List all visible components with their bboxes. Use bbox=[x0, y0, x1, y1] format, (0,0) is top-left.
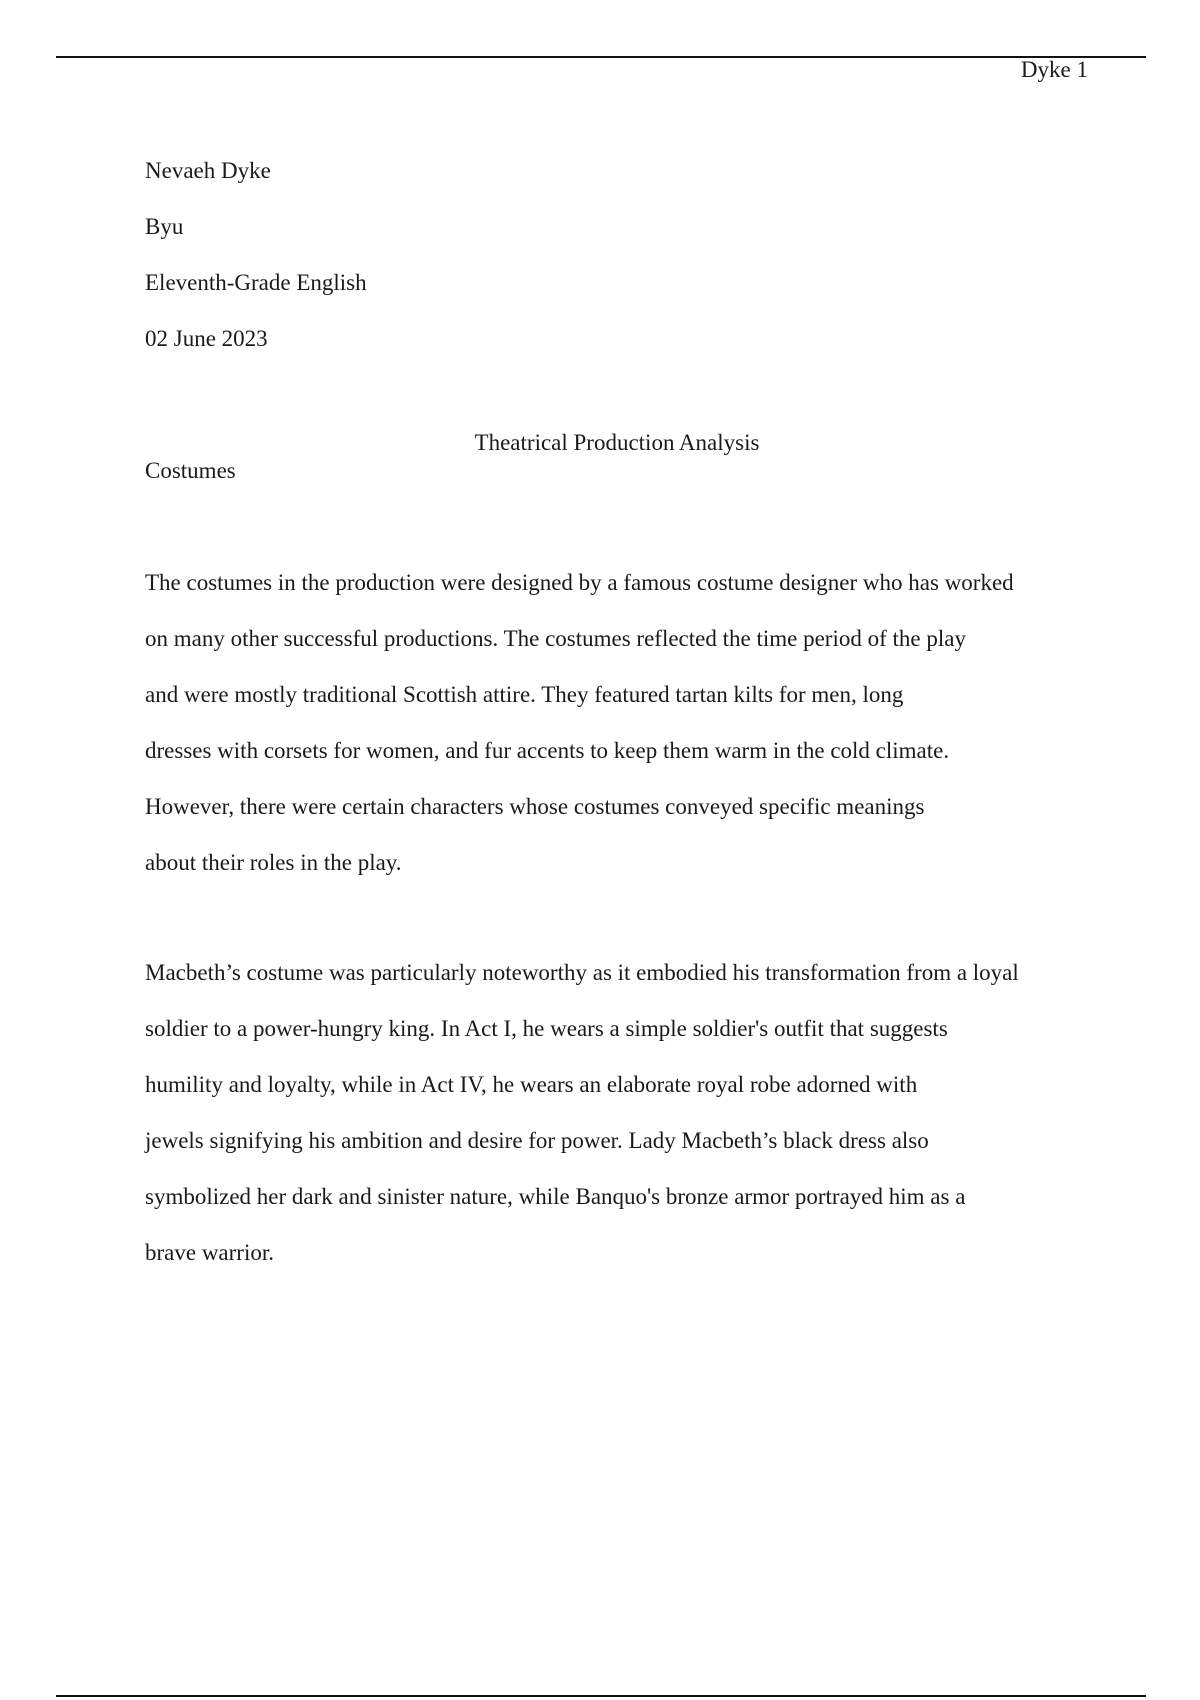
student-name: Nevaeh Dyke bbox=[145, 158, 271, 183]
course-name: Eleventh-Grade English bbox=[145, 270, 367, 295]
paragraph-line: The costumes in the production were designed by a famous costume designer who has worked bbox=[145, 570, 1014, 595]
document-date: 02 June 2023 bbox=[145, 326, 268, 351]
paragraph-line: soldier to a power-hungry king. In Act I, he wears a simple soldier's outfit that suggests bbox=[145, 1016, 948, 1041]
paragraph-line: about their roles in the play. bbox=[145, 850, 402, 875]
header-rule bbox=[56, 56, 1146, 58]
section-heading-costumes: Costumes bbox=[145, 458, 236, 483]
paragraph-line: symbolized her dark and sinister nature, while Banquo's bronze armor portrayed him as a bbox=[145, 1184, 966, 1209]
footer-rule bbox=[56, 1695, 1146, 1697]
body-paragraph bbox=[145, 555, 1163, 891]
paragraph-line: brave warrior. bbox=[145, 1240, 274, 1265]
paragraph-line: Macbeth’s costume was particularly noteworthy as it embodied his transformation from a loyal bbox=[145, 960, 1019, 985]
paragraph-line: and were mostly traditional Scottish attire. They featured tartan kilts for men, long bbox=[145, 682, 904, 707]
paragraph-line: jewels signifying his ambition and desire for power. Lady Macbeth’s black dress also bbox=[145, 1128, 929, 1153]
paragraph-line: However, there were certain characters whose costumes conveyed specific meanings bbox=[145, 794, 925, 819]
mla-heading bbox=[145, 143, 367, 367]
paragraph-line: humility and loyalty, while in Act IV, he wears an elaborate royal robe adorned with bbox=[145, 1072, 918, 1097]
teacher-name: Byu bbox=[145, 214, 184, 239]
page-number-header: Dyke 1 bbox=[1020, 57, 1088, 82]
body-paragraph bbox=[145, 945, 1163, 1281]
paragraph-line: on many other successful productions. The costumes reflected the time period of the play bbox=[145, 626, 966, 651]
document-title: Theatrical Production Analysis bbox=[474, 430, 760, 455]
paragraph-line: dresses with corsets for women, and fur accents to keep them warm in the cold climate. bbox=[145, 738, 950, 763]
